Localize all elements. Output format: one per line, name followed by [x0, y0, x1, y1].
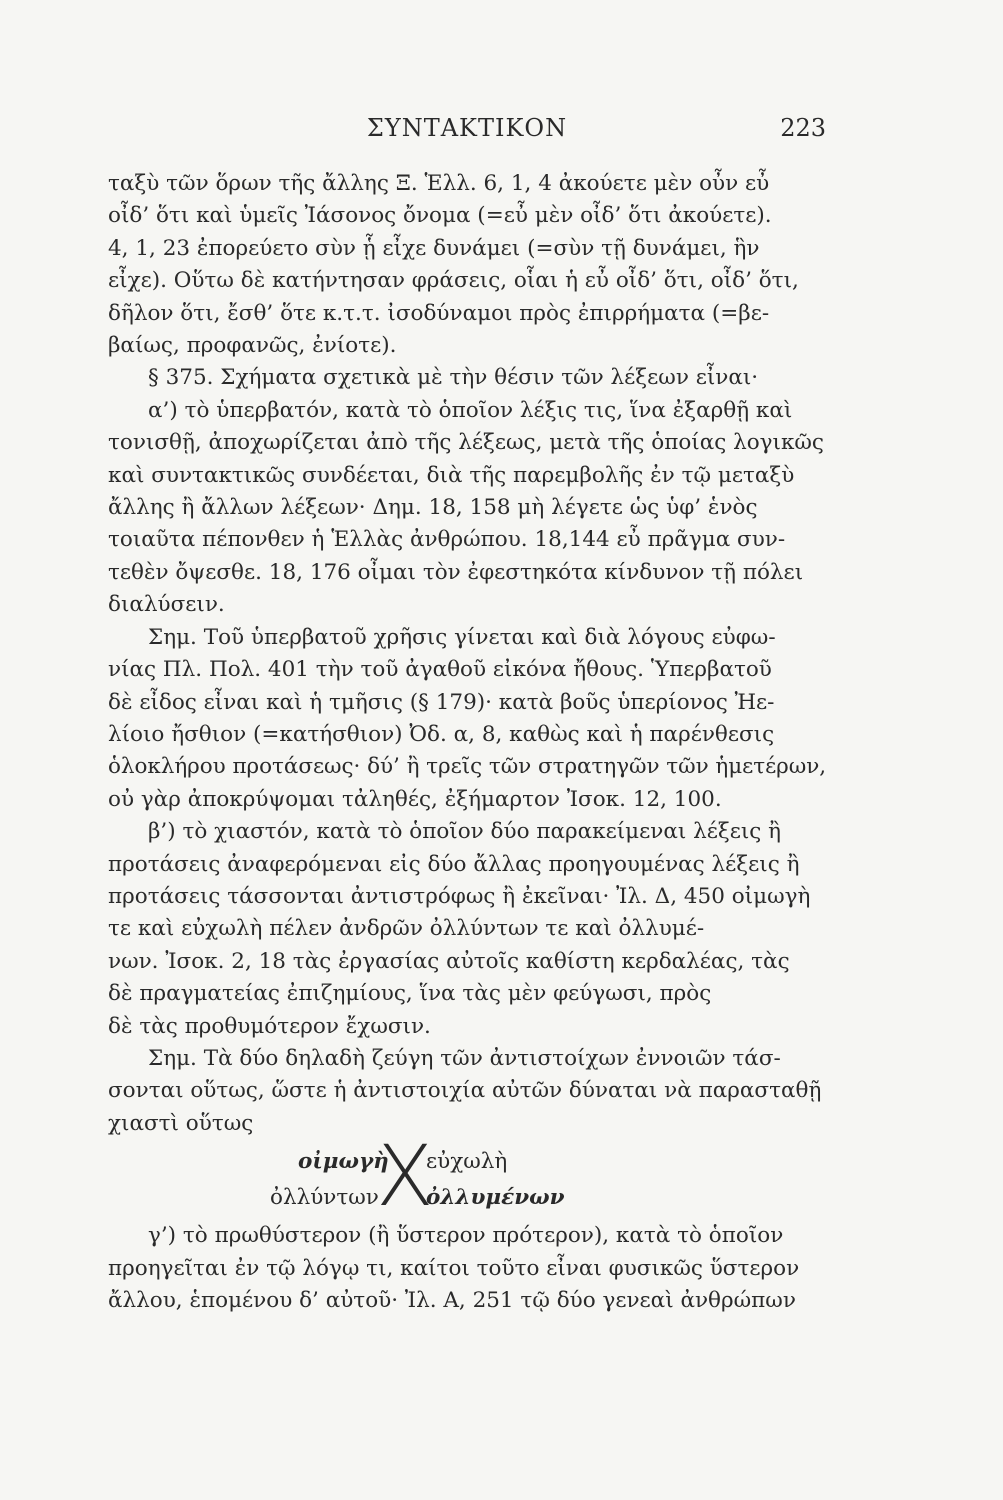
text-line: προτάσεις ἀναφερόμεναι εἰς δύο ἄλλας προηγουμένας λέξεις ἢ — [108, 851, 800, 877]
text-line: σονται οὕτως, ὥστε ἡ ἀντιστοιχία αὐτῶν δύναται νὰ παρασταθῇ — [108, 1078, 822, 1104]
text-line: τονισθῇ, ἀποχωρίζεται ἀπὸ τῆς λέξεως, μετὰ τῆς ὁποίας λογικῶς — [108, 430, 824, 456]
text-line: καὶ συντακτικῶς συνδέεται, διὰ τῆς παρεμβολῆς ἐν τῷ μεταξὺ — [108, 462, 795, 488]
chiasmus-bottom-right: ὀλλυμένων — [426, 1185, 565, 1211]
text-line: 4, 1, 23 ἐπορεύετο σὺν ᾗ εἶχε δυνάμει (=σὺν τῇ δυνάμει, ἣν — [108, 235, 760, 261]
text-line: δὲ πραγματείας ἐπιζημίους, ἵνα τὰς μὲν φεύγωσι, πρὸς — [108, 981, 712, 1007]
section-heading-375: § 375. Σχήματα σχετικὰ μὲ τὴν θέσιν τῶν λέξεων εἶναι· — [148, 365, 759, 391]
text-line: λίοιο ἤσθιον (=κατήσθιον) Ὀδ. α, 8, καθὼς καὶ ἡ παρένθεσις — [108, 721, 775, 747]
text-line: γ’) τὸ πρωθύστερον (ἢ ὕστερον πρότερον), κατὰ τὸ ὁποῖον — [148, 1223, 784, 1249]
text-line: διαλύσειν. — [108, 592, 225, 618]
text-line: οὐ γὰρ ἀποκρύψομαι τἀληθές, ἐξήμαρτον Ἰσοκ. 12, 100. — [108, 786, 722, 812]
text-line: ταξὺ τῶν ὅρων τῆς ἄλλης Ξ. Ἑλλ. 6, 1, 4 ἀκούετε μὲν οὖν εὖ — [108, 171, 770, 196]
page-number: 223 — [780, 114, 826, 142]
chiasmus-top-right: εὐχωλὴ — [426, 1149, 508, 1175]
text-line: τοιαῦτα πέπονθεν ἡ Ἑλλὰς ἀνθρώπου. 18,144 εὖ πρᾶγμα συν- — [108, 527, 786, 553]
text-line: οἶδ’ ὅτι καὶ ὑμεῖς Ἰάσονος ὄνομα (=εὖ μὲν οἶδ’ ὅτι ἀκούετε). — [108, 203, 772, 229]
text-line: δῆλον ὅτι, ἔσθ’ ὅτε κ.τ.τ. ἰσοδύναμοι πρὸς ἐπιρρήματα (=βε- — [108, 300, 770, 326]
chiasmus-diagram — [108, 1127, 826, 1226]
text-line: ἄλλου, ἑπομένου δ’ αὐτοῦ· Ἰλ. Α, 251 τῷ δύο γενεαὶ ἀνθρώπων — [108, 1288, 796, 1313]
text-line: νίας Πλ. Πολ. 401 τὴν τοῦ ἀγαθοῦ εἰκόνα ἤθους. Ὑπερβατοῦ — [108, 657, 772, 683]
chiasmus-bottom-left: ὀλλύντων — [270, 1185, 379, 1211]
chiasmus-cross: X — [376, 1127, 434, 1226]
text-line: δὲ τὰς προθυμότερον ἔχωσιν. — [108, 1013, 431, 1039]
text-line: χιαστὶ οὕτως — [108, 1110, 254, 1136]
text-line: νων. Ἰσοκ. 2, 18 τὰς ἐργασίας αὐτοῖς καθίστη κερδαλέας, τὰς — [108, 948, 790, 974]
text-line: προηγεῖται ἐν τῷ λόγῳ τι, καίτοι τοῦτο εἶναι φυσικῶς ὕστερον — [108, 1255, 800, 1281]
text-line: δὲ εἶδος εἶναι καὶ ἡ τμῆσις (§ 179)· κατὰ βοῦς ὑπερίονος Ἠε- — [108, 689, 775, 715]
note-line: Σημ. Τὰ δύο δηλαδὴ ζεύγη τῶν ἀντιστοίχων ἐννοιῶν τάσ- — [148, 1045, 781, 1071]
note-line: Σημ. Τοῦ ὑπερβατοῦ χρῆσις γίνεται καὶ διὰ λόγους εὐφω- — [148, 624, 776, 650]
running-title: ΣΥΝΤΑΚΤΙΚΟΝ — [366, 114, 568, 142]
text-line: β’) τὸ χιαστόν, κατὰ τὸ ὁποῖον δύο παρακείμεναι λέξεις ἢ — [148, 819, 782, 845]
text-line: εἶχε). Οὕτω δὲ κατήντησαν φράσεις, οἷαι ἡ εὖ οἶδ’ ὅτι, οἶδ’ ὅτι, — [108, 268, 799, 294]
chiasmus-top-left: οἰμωγὴ — [298, 1149, 389, 1175]
page-header — [108, 110, 826, 150]
main-text — [108, 168, 826, 1317]
text-line: τε καὶ εὐχωλὴ πέλεν ἀνδρῶν ὀλλύντων τε καὶ ὀλλυμέ- — [108, 916, 705, 942]
text-line: α’) τὸ ὑπερβατόν, κατὰ τὸ ὁποῖον λέξις τις, ἵνα ἐξαρθῇ καὶ — [148, 397, 793, 423]
text-line: ὁλοκλήρου προτάσεως· δύ’ ἢ τρεῖς τῶν στρατηγῶν τῶν ἡμετέρων, — [108, 754, 827, 780]
text-line: βαίως, προφανῶς, ἐνίοτε). — [108, 333, 397, 359]
text-line: τεθὲν ὄψεσθε. 18, 176 οἶμαι τὸν ἐφεστηκότα κίνδυνον τῇ πόλει — [108, 559, 804, 585]
text-line: προτάσεις τάσσονται ἀντιστρόφως ἢ ἐκεῖναι· Ἰλ. Δ, 450 οἰμωγὴ — [108, 883, 811, 909]
text-line: ἄλλης ἢ ἄλλων λέξεων· Δημ. 18, 158 μὴ λέγετε ὡς ὑφ’ ἑνὸς — [108, 495, 758, 521]
